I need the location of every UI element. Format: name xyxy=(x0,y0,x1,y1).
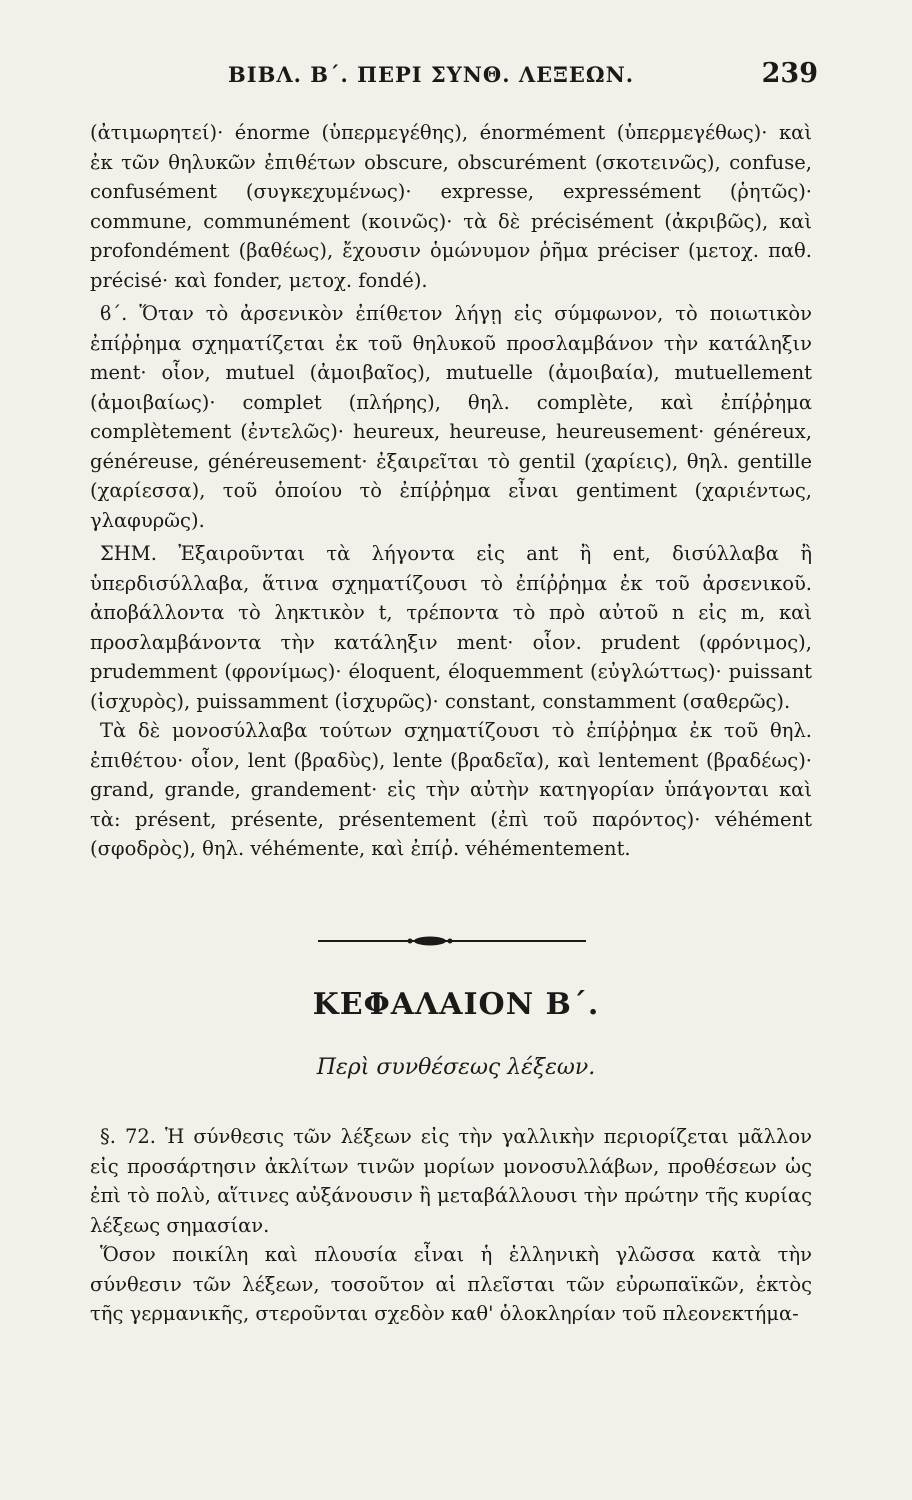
chapter-title: ΚΕΦΑΛΑΙΟΝ Β΄. xyxy=(312,987,600,1022)
paragraph: (ἀτιμωρητεί)· énorme (ὑπερμεγέθης), énormément (ὑπερμεγέθως)· καὶ ἐκ τῶν θηλυκῶν ἐπιθέτων obscure, obscurément (σκοτεινῶς), confuse, confusément (συγκεχυμένως)· expresse, expressément (ῥητῶς)· commune, communément (κοινῶς)· τὰ δὲ précisément (ἀκριβῶς), καὶ profondément (βαθέως), ἔχουσιν ὁμώνυμον ῥῆμα préciser (μετοχ. παθ. précisé· καὶ fonder, μετοχ. fondé). xyxy=(90,121,812,292)
section-text xyxy=(90,1122,812,1329)
note-paragraph: ΣΗΜ. Ἐξαιροῦνται τὰ λήγοντα εἰς ant ἢ ent, δισύλλαβα ἢ ὑπερδισύλλαβα, ἅτινα σχηματίζουσι τὸ ἐπίῤῥημα ἐκ τοῦ ἀρσενικοῦ. ἀποβάλλοντα τὸ ληκτικὸν t, τρέποντα τὸ πρὸ αὐτοῦ n εἰς m, καὶ προσλαμβάνοντα τὴν κατάληξιν ment· οἷον. prudent (φρόνιμος), prudemment (φρονίμως)· éloquent, éloquemment (εὐγλώττως)· puissant (ἰσχυρὸς), puissamment (ἰσχυρῶς)· constant, constamment (σαθερῶς). xyxy=(90,542,812,713)
paragraph: ϐ΄. Ὅταν τὸ ἀρσενικὸν ἐπίθετον λήγῃ εἰς σύμφωνον, τὸ ποιωτικὸν ἐπίῤῥημα σχηματίζεται ἐκ τοῦ θηλυκοῦ προσλαμβάνον τὴν κατάληξιν ment· οἷον, mutuel (ἀμοιβαῖος), mutuelle (ἀμοιβαία), mutuellement (ἀμοιβαίως)· complet (πλήρης), θηλ. complète, καὶ ἐπίῤῥημα complètement (ἐντελῶς)· heureux, heureuse, heureusement· généreux, généreuse, généreusement· ἐξαιρεῖται τὸ gentil (χαρίεις), θηλ. gentille (χαρίεσσα), τοῦ ὁποίου τὸ ἐπίῤῥημα εἶναι gentiment (χαριέντως, γλαφυρῶς). xyxy=(90,302,812,532)
body-text xyxy=(90,118,812,864)
section-paragraph: §. 72. Ἡ σύνθεσις τῶν λέξεων εἰς τὴν γαλλικὴν περιορίζεται μᾶλλον εἰς προσάρτησιν ἀκλίτων τινῶν μορίων μονοσυλλάβων, προθέσεων ὡς ἐπὶ τὸ πολὺ, αἵτινες αὐξάνουσιν ἢ μεταβάλλουσι τὴν πρώτην τῆς κυρίας λέξεως σημασίαν. xyxy=(90,1125,812,1237)
chapter-subtitle: Περὶ συνθέσεως λέξεων. xyxy=(316,1055,596,1080)
paragraph: Ὅσον ποικίλη καὶ πλουσία εἶναι ἡ ἑλληνικὴ γλῶσσα κατὰ τὴν σύνθεσιν τῶν λέξεων, τοσοῦτον αἱ πλεῖσται τῶν εὐρωπαϊκῶν, ἐκτὸς τῆς γερμανικῆς, στεροῦνται σχεδὸν καθ' ὁλοκληρίαν τοῦ πλεονεκτήμα- xyxy=(90,1243,812,1325)
ornamental-rule xyxy=(318,935,586,947)
ornament-icon xyxy=(318,935,586,947)
page-header xyxy=(228,58,818,98)
running-head: ΒΙΒΛ. Β΄. ΠΕΡΙ ΣΥΝΘ. ΛΕΞΕΩΝ. xyxy=(228,62,635,87)
paragraph: Τὰ δὲ μονοσύλλαβα τούτων σχηματίζουσι τὸ ἐπίῤῥημα ἐκ τοῦ θηλ. ἐπιθέτου· οἷον, lent (βραδὺς), lente (βραδεῖα), καὶ lentement (βραδέως)· grand, grande, grandement· εἰς τὴν αὐτὴν κατηγορίαν ὑπάγονται καὶ τὰ: présent, présente, présentement (ἐπὶ τοῦ παρόντος)· véhément (σφοδρὸς), θηλ. véhémente, καὶ ἐπίῤ. véhémentement. xyxy=(90,719,812,860)
page-number: 239 xyxy=(761,58,818,89)
